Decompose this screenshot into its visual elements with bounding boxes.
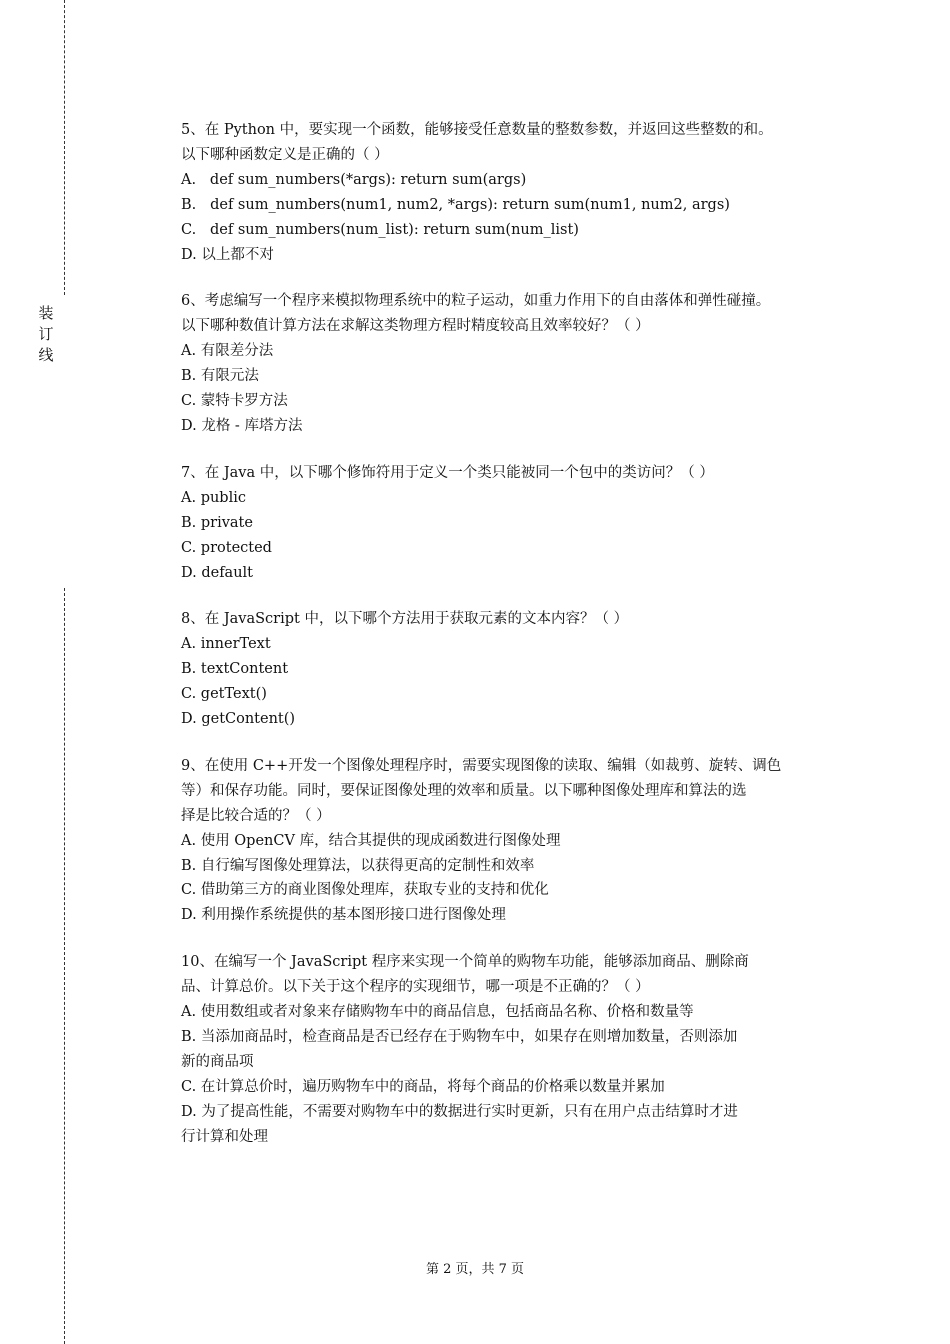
- option-d: D. 利用操作系统提供的基本图形接口进行图像处理: [181, 907, 506, 924]
- option-c: C. 蒙特卡罗方法: [181, 393, 288, 410]
- option-b: B. 当添加商品时，检查商品是否已经存在于购物车中，如果存在则增加数量，否则添加: [181, 1029, 738, 1045]
- binding-char: 线: [38, 346, 54, 364]
- question-stem: 6、考虑编写一个程序来模拟物理系统中的粒子运动，如重力作用下的自由落体和弹性碰撞。: [181, 293, 771, 310]
- option-d: D. 龙格 - 库塔方法: [181, 417, 303, 434]
- question-stem: 9、在使用 C++开发一个图像处理程序时，需要实现图像的读取、编辑（如裁剪、旋转、调色: [181, 757, 782, 774]
- question-9: [181, 754, 861, 928]
- question-stem: 5、在 Python 中，要实现一个函数，能够接受任意数量的整数参数，并返回这些整数的和。: [181, 122, 773, 138]
- option-b: B. private: [181, 514, 253, 531]
- option-c: C. getText(): [181, 686, 267, 703]
- option-a: A. innerText: [181, 636, 271, 653]
- question-stem: 品、计算总价。以下关于这个程序的实现细节，哪一项是不正确的？（ ）: [181, 979, 650, 996]
- binding-char: 订: [38, 325, 54, 343]
- option-b: B. 有限元法: [181, 368, 259, 385]
- question-10: [181, 950, 861, 1149]
- page-footer: 第 2 页，共 7 页: [425, 1262, 525, 1277]
- option-d: D. 以上都不对: [181, 246, 274, 263]
- question-stem: 以下哪种数值计算方法在求解这类物理方程时精度较高且效率较好？（ ）: [181, 318, 650, 335]
- question-6: [181, 289, 861, 438]
- option-c: C. def sum_numbers(num_list): return sum(num_list): [181, 221, 579, 238]
- option-a: A. public: [181, 489, 246, 506]
- question-stem: 10、在编写一个 JavaScript 程序来实现一个简单的购物车功能，能够添加商品、删除商: [181, 954, 749, 971]
- option-d: D. 为了提高性能，不需要对购物车中的数据进行实时更新，只有在用户点击结算时才进: [181, 1103, 738, 1120]
- binding-label: [36, 303, 56, 366]
- option-d: D. getContent(): [181, 711, 296, 728]
- binding-line-top: [64, 0, 65, 295]
- option-b-continued: 新的商品项: [181, 1053, 254, 1070]
- question-stem: 择是比较合适的？（ ）: [181, 807, 331, 824]
- question-7: [181, 461, 861, 586]
- option-a: A. 有限差分法: [181, 343, 274, 360]
- question-stem: 7、在 Java 中，以下哪个修饰符用于定义一个类只能被同一个包中的类访问？（ ）: [181, 464, 714, 481]
- option-c: C. protected: [181, 539, 272, 556]
- option-a: A. 使用 OpenCV 库，结合其提供的现成函数进行图像处理: [181, 832, 561, 849]
- option-d-continued: 行计算和处理: [181, 1128, 268, 1145]
- option-d: D. default: [181, 564, 254, 581]
- option-c: C. 借助第三方的商业图像处理库，获取专业的支持和优化: [181, 882, 549, 899]
- option-b: B. 自行编写图像处理算法，以获得更高的定制性和效率: [181, 857, 535, 874]
- question-5: [181, 118, 861, 267]
- option-c: C. 在计算总价时，遍历购物车中的商品，将每个商品的价格乘以数量并累加: [181, 1078, 665, 1095]
- question-list: [181, 118, 861, 1172]
- question-stem: 以下哪种函数定义是正确的（ ）: [181, 146, 389, 163]
- option-b: B. textContent: [181, 661, 289, 678]
- binding-line-bottom: [64, 588, 65, 1344]
- question-8: [181, 607, 861, 732]
- binding-char: 装: [38, 304, 54, 322]
- question-stem: 8、在 JavaScript 中，以下哪个方法用于获取元素的文本内容？（ ）: [181, 611, 629, 628]
- question-stem: 等）和保存功能。同时，要保证图像处理的效率和质量。以下哪种图像处理库和算法的选: [181, 782, 747, 799]
- option-b: B. def sum_numbers(num1, num2, *args): return sum(num1, num2, args): [181, 196, 730, 213]
- option-a: A. def sum_numbers(*args): return sum(args): [181, 171, 527, 188]
- option-a: A. 使用数组或者对象来存储购物车中的商品信息，包括商品名称、价格和数量等: [181, 1004, 694, 1021]
